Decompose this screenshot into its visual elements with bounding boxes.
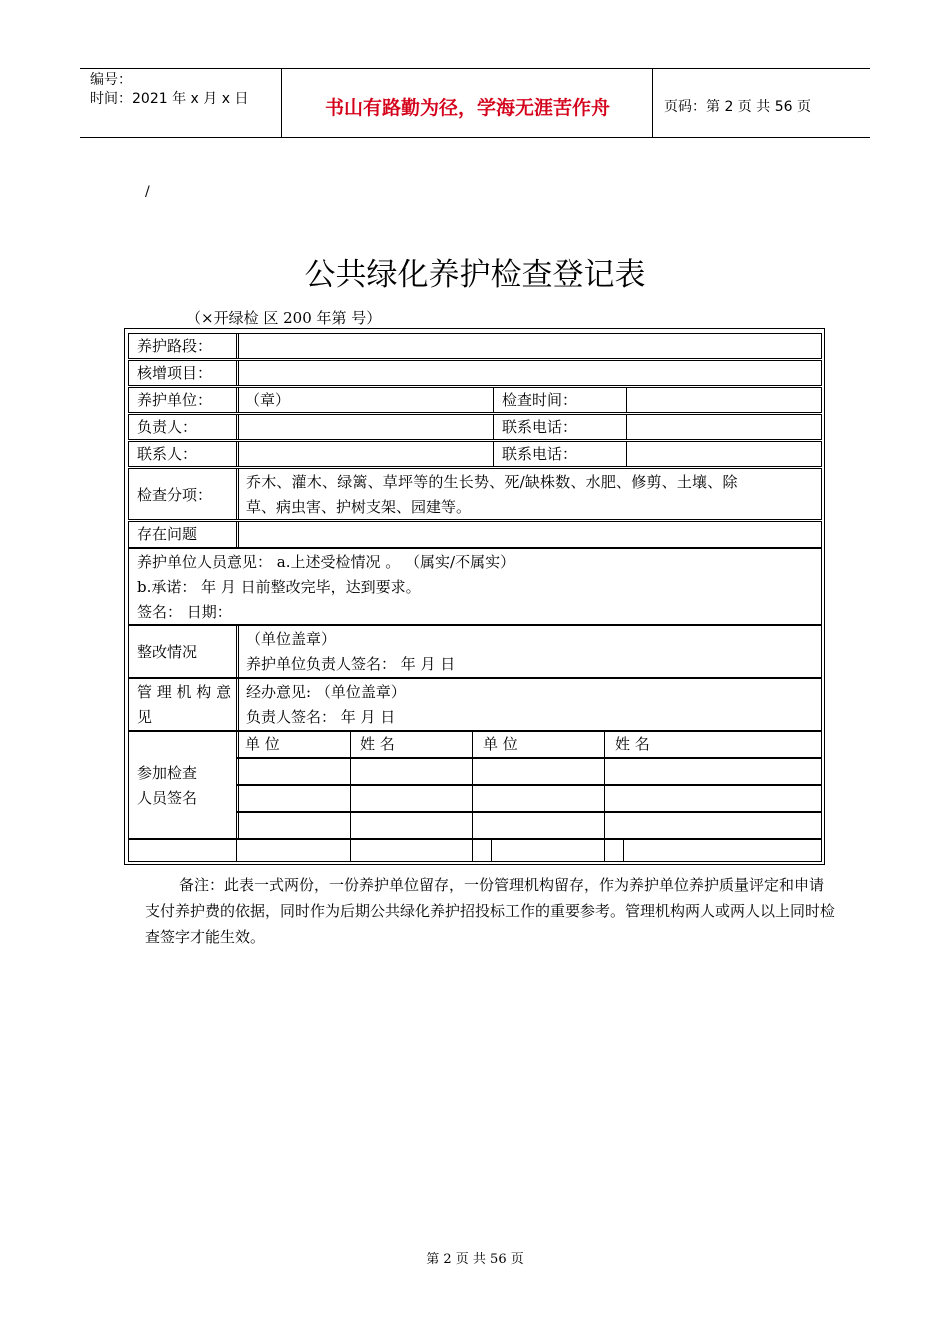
motto: 书山有路勤为径，学海无涯苦作舟 xyxy=(283,69,653,137)
road-label-cell xyxy=(128,333,239,359)
unit-label: 养护单位： xyxy=(137,391,213,409)
col-name-1-cell xyxy=(350,731,473,758)
last-row-cell-6[interactable] xyxy=(604,839,624,862)
header-left xyxy=(80,69,282,137)
mgmt-line-2: 负责人签名： 年 月 日 xyxy=(246,708,396,726)
item-label: 核增项目： xyxy=(137,364,213,382)
rectify-line-1: （单位盖章） xyxy=(246,630,337,648)
unit-field[interactable] xyxy=(236,387,494,413)
last-row-cell-7[interactable] xyxy=(623,839,822,862)
last-row-cell-1[interactable] xyxy=(128,839,237,862)
item-label-cell xyxy=(128,360,239,386)
sig-name-1-row-2[interactable] xyxy=(350,785,473,812)
participants-label-cell xyxy=(128,731,239,839)
col-name-1: 姓 名 xyxy=(360,735,395,753)
person-in-charge-field[interactable] xyxy=(236,414,494,440)
inspection-items-line-2: 草、病虫害、护树支架、园建等。 xyxy=(246,498,472,516)
sig-unit-1-row-1[interactable] xyxy=(236,758,351,785)
last-row-cell-4[interactable] xyxy=(472,839,492,862)
col-unit-2: 单 位 xyxy=(483,735,518,753)
road-label: 养护路段： xyxy=(137,337,213,355)
sig-name-2-row-1[interactable] xyxy=(604,758,822,785)
rectify-label-cell xyxy=(128,625,239,678)
sig-name-2-row-3[interactable] xyxy=(604,812,822,839)
person-label-cell xyxy=(128,414,239,440)
mgmt-label-line-1: 管 理 机 构 意 xyxy=(137,683,232,701)
last-row-cell-2[interactable] xyxy=(236,839,351,862)
inspection-items-label-cell xyxy=(128,468,239,520)
phone-label-2: 联系电话： xyxy=(502,445,578,463)
stray-mark: / xyxy=(145,184,150,200)
check-time-label: 检查时间： xyxy=(502,391,578,409)
sig-unit-1-row-3[interactable] xyxy=(236,812,351,839)
rectify-line-2: 养护单位负责人签名： 年 月 日 xyxy=(246,655,456,673)
phone-label-cell-1 xyxy=(493,414,627,440)
opinion-line-3: 签名： 日期： xyxy=(137,603,232,621)
problems-label: 存在问题 xyxy=(137,525,198,543)
last-row-cell-5[interactable] xyxy=(491,839,605,862)
item-field[interactable] xyxy=(236,360,822,386)
opinion-cell xyxy=(128,548,822,625)
sig-unit-1-row-2[interactable] xyxy=(236,785,351,812)
road-field[interactable] xyxy=(236,333,822,359)
page-info: 页码：第 2 页 共 56 页 xyxy=(664,99,811,115)
check-time-label-cell xyxy=(493,387,627,413)
opinion-line-1: 养护单位人员意见： a.上述受检情况 。 （属实/不属实） xyxy=(137,553,516,571)
stamp-hint: （章） xyxy=(245,391,291,409)
participants-label-line-1: 参加检查 xyxy=(137,764,198,782)
check-time-field[interactable] xyxy=(626,387,822,413)
unit-label-cell xyxy=(128,387,239,413)
phone-field-2[interactable] xyxy=(626,441,822,467)
sig-name-1-row-1[interactable] xyxy=(350,758,473,785)
participants-label-line-2: 人员签名 xyxy=(137,789,198,807)
inspection-items-label: 检查分项： xyxy=(137,486,213,504)
col-unit-1-cell xyxy=(236,731,351,758)
sig-name-2-row-2[interactable] xyxy=(604,785,822,812)
form-table xyxy=(124,328,825,865)
person-in-charge-label: 负责人： xyxy=(137,418,198,436)
remarks-note: 备注：此表一式两份，一份养护单位留存，一份管理机构留存，作为养护单位养护质量评定和申请支付养护费的依据，同时作为后期公共绿化养护招投标工作的重要参考。管理机构两人或两人以上同时检查签字才能生效。 xyxy=(145,876,836,946)
sig-unit-2-row-1[interactable] xyxy=(472,758,605,785)
document-title: 公共绿化养护检查登记表 xyxy=(304,257,646,293)
sig-unit-2-row-2[interactable] xyxy=(472,785,605,812)
mgmt-line-1: 经办意见: （单位盖章） xyxy=(246,683,406,701)
inspection-items-cell xyxy=(236,468,822,520)
number-label: 编号： xyxy=(90,72,132,88)
sig-name-1-row-3[interactable] xyxy=(350,812,473,839)
col-unit-1: 单 位 xyxy=(245,735,280,753)
mgmt-cell xyxy=(236,678,822,731)
last-row-cell-3[interactable] xyxy=(350,839,473,862)
document-subtitle: （×开绿检 区 200 年第 号） xyxy=(186,309,382,327)
time-label: 时间：2021 年 x 月 x 日 xyxy=(90,91,249,107)
problems-field[interactable] xyxy=(236,521,822,548)
rectify-label: 整改情况 xyxy=(137,643,198,661)
mgmt-label-line-2: 见 xyxy=(137,708,153,726)
col-name-2-cell xyxy=(604,731,822,758)
phone-label-cell-2 xyxy=(493,441,627,467)
opinion-line-2: b.承诺： 年 月 日前整改完毕，达到要求。 xyxy=(137,578,421,596)
page-header xyxy=(80,68,870,138)
contact-label-cell xyxy=(128,441,239,467)
mgmt-label-cell xyxy=(128,678,239,731)
inspection-items-line-1: 乔木、灌木、绿篱、草坪等的生长势、死/缺株数、水肥、修剪、土壤、除 xyxy=(246,473,738,491)
col-unit-2-cell xyxy=(472,731,605,758)
problems-label-cell xyxy=(128,521,239,548)
rectify-cell xyxy=(236,625,822,678)
col-name-2: 姓 名 xyxy=(615,735,650,753)
page-footer: 第 2 页 共 56 页 xyxy=(426,1252,524,1267)
phone-label-1: 联系电话： xyxy=(502,418,578,436)
contact-label: 联系人： xyxy=(137,445,198,463)
contact-field[interactable] xyxy=(236,441,494,467)
sig-unit-2-row-3[interactable] xyxy=(472,812,605,839)
phone-field-1[interactable] xyxy=(626,414,822,440)
